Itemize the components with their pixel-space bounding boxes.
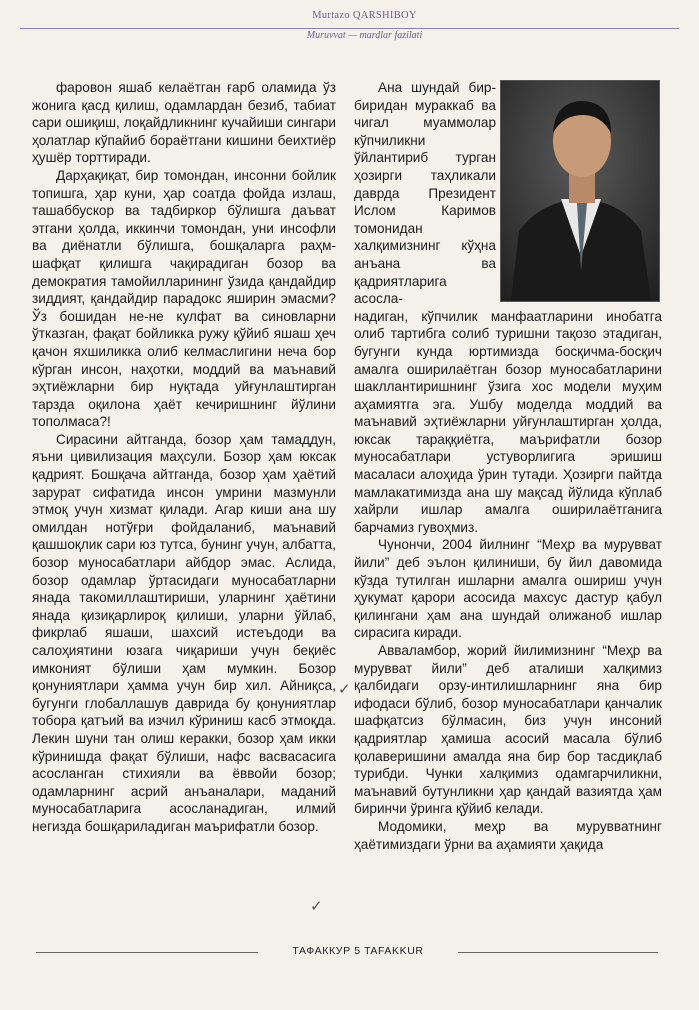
article-subtitle: Muruvvat — mardlar fazilati	[306, 30, 423, 41]
left-paragraph-3: Сирасини айтганда, бозор ҳам тамаддун, яъни цивилизация маҳсули. Бозор ҳам юксак қадрият. Бошқача айтганда, бозор ҳам ҳаётий зарурат сифатида инсон умрини мазмунли этмоқ учун хизмат қилади. Агар киши ана шу омилдан нотўғри фойдаланиб, маънавий қашшоқлик сари юз тутса, бунинг учун, албатта, бозор муносабатлари айбдор эмас. Аслида, бозор одамлар ўртасидаги муносабатларни янада такомиллаштириши, уларнинг ҳаётини янада қизиқарлироқ қилиши, уларни ўйлаб, фикрлаб яшаши, шахсий истеъдоди ва салоҳиятини юзага чиқариши учун беқиёс имконият бўлиши ҳам мумкин. Бозор қонуниятлари ҳамма учун бир хил. Айниқса, бугунги глобаллашув даврида бу қонуниятлар тобора қатъий ва изчил кўриниш касб этмоқда. Лекин шуни тан олиш керакки, бозор ҳам икки кўринишда фақат бўлиши, нафс васвасасига асосланган стихияли ва ёввойи бозор; одамларнинг асрий анъаналари, маданий муносабатларига асосланадиган, илмий негизда бошқариладиган маърифатли бозор.	[32, 431, 336, 834]
left-paragraph-2: Дарҳақиқат, бир томондан, инсонни бойлик топишга, ҳар куни, ҳар соатда фойда излаш, ташаббускор ва тадбиркор бўлишга даъват этгани ҳолда, иккинчи томондан, уни инсофли ва диёнатли бўлишга, бошқаларга раҳм-шафқат қилишга чақирадиган бозор ва демократия тамойилларининг ўзида қандайдир зиддият, қандайдир парадокс яширин эмасми? Ўз бошидан не-не кулфат ва синовларни ўтказган, фақат бойликка ружу қўйиб яшаш ҳеч қачон яхшиликка олиб келмаслигини неча бор кўрган инсон, наҳотки, моддий ва маънавий эҳтиёжларни бир нуқтада уйғунлаштирган тарзда оқилона ҳаёт кечиришнинг йўлини тополмаса?!	[32, 167, 336, 430]
right-paragraph-1: Ана шундай бир-биридан мураккаб ва чигал муаммолар кўпчиликни ўйлантириб турган ҳозирги таҳликали даврда Президент Ислом Каримов томонидан халқимизнинг кўҳна анъана ва қадриятларига асосла-	[354, 80, 496, 307]
right-paragraph-4: Модомики, меҳр ва мурувватнинг ҳаётимиздаги ўрни ва аҳамияти ҳақида	[354, 818, 662, 852]
page-header	[0, 10, 699, 41]
pencil-check-mark-icon: ✓	[338, 680, 351, 698]
author-name: Murtazo QARSHIBOY	[312, 10, 417, 21]
pencil-check-mark-icon: ✓	[310, 897, 323, 915]
left-paragraph-1: фаровон яшаб келаётган ғарб оламида ўз жонига қасд қилиш, одамлардан безиб, табиат сари ошиқиш, лоқайдликнинг кучайиши сингари ҳолатлар кўпайиб бораётгани кишини беихтиёр ҳушёр торттиради.	[32, 80, 336, 166]
footer-rule-left	[36, 952, 258, 953]
left-column	[32, 79, 336, 836]
header-rule	[20, 28, 679, 29]
page-footer	[0, 944, 699, 960]
right-paragraph-3: Авваламбор, жорий йилимизнинг “Меҳр ва мурувват йили” деб аталиши халқимиз қалбидаги орзу-интилишларнинг яна бир ифодаси бўлиб, бозор муносабатлари қанчалик шафқатсиз бўлмасин, биз учун инсоний қадриятлар ҳамиша асосий масала бўлиб қолаверишини амалда яна бир бор тасдиқлаб турибди. Чунки халқимиз одамгарчиликни, маънавий бутунликни ҳар қандай вазиятда ҳам биринчи ўринга қўйиб келади.	[354, 643, 662, 817]
right-column	[354, 79, 662, 853]
footer-rule-right	[458, 952, 658, 953]
right-paragraph-1-cont: надиган, кўпчилик манфаатларини инобатга олиб тартибга солиб туришни тақозо этадиган, бугунги кунда юртимизда босқичма-босқич амалга оширилаётган бозор муносабатларини шакллантиришнинг ўзига хос модели муҳим аҳамиятга эга. Ушбу моделда моддий ва маънавий эҳтиёжларни уйғунлаштирган ҳолда, юксак тараққиётга, маърифатли бозор муносабатлари устуворлигига эришиш масаласи алоҳида ўрин тутади. Ҳозирги пайтда мамлакатимизда ана шу мақсад йўлида кўплаб хайрли ишлар амалга оширилаётганига барчамиз гувоҳмиз.	[354, 308, 662, 535]
right-paragraph-2: Чунончи, 2004 йилнинг “Меҳр ва мурувват йили” деб эълон қилиниши, бу йил давомида кўзда тутилган ишларни амалга ошириш учун ҳукумат қарори асосида махсус дастур қабул қилингани ҳам ана шундай олижаноб ишлар сирасига киради.	[354, 537, 662, 641]
footer-text: ТАФАККУР 5 TAFAKKUR	[292, 945, 424, 957]
